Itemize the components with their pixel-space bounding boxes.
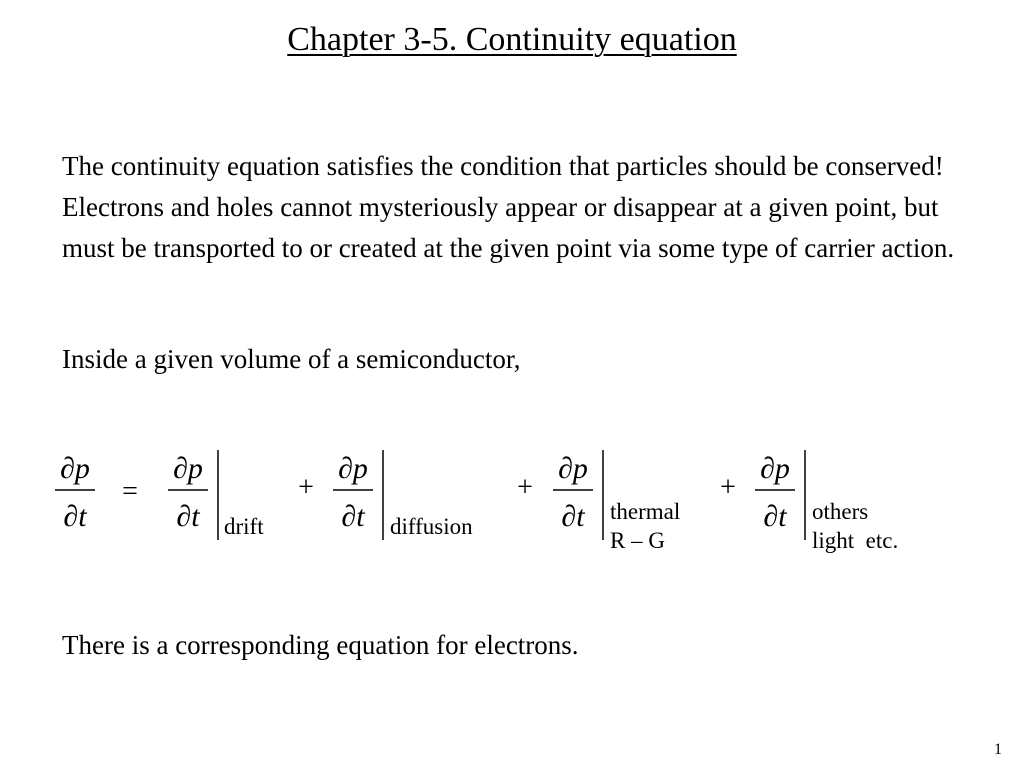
intro-paragraph: The continuity equation satisfies the condition that particles should be conserved! Electrons and holes cannot mysteriously appear or disappear at a given point, but must be transported to or created at the given point via some type of carrier action. (62, 151, 955, 263)
diffusion-term (333, 450, 473, 540)
slide-title: Chapter 3-5. Continuity equation (287, 21, 737, 58)
others-subscript-line-1: others (812, 499, 869, 524)
lhs-fraction (55, 452, 95, 533)
thermal-subscript-line-2: R – G (610, 528, 665, 553)
others-denominator: ∂t (763, 500, 787, 533)
page-number: 1 (994, 741, 1002, 758)
lhs-numerator: ∂p (60, 452, 90, 485)
others-subscript-line-2: light etc. (812, 528, 899, 553)
drift-term (168, 450, 264, 540)
thermal-rg-term (553, 450, 680, 553)
volume-statement: Inside a given volume of a semiconductor, (62, 344, 521, 374)
plus-sign-2: + (517, 472, 533, 503)
plus-sign-1: + (298, 472, 314, 503)
thermal-subscript-line-1: thermal (610, 499, 681, 524)
equals-sign: = (122, 476, 138, 507)
others-term (755, 450, 898, 553)
continuity-equation (0, 430, 1024, 600)
diffusion-subscript: diffusion (390, 514, 473, 539)
lhs-denominator: ∂t (63, 500, 87, 533)
electron-note: There is a corresponding equation for electrons. (62, 630, 579, 660)
thermal-numerator: ∂p (558, 452, 588, 485)
plus-sign-3: + (720, 472, 736, 503)
others-numerator: ∂p (760, 452, 790, 485)
diffusion-denominator: ∂t (341, 500, 365, 533)
drift-numerator: ∂p (173, 452, 203, 485)
thermal-denominator: ∂t (561, 500, 585, 533)
drift-subscript: drift (224, 514, 264, 539)
diffusion-numerator: ∂p (338, 452, 368, 485)
drift-denominator: ∂t (176, 500, 200, 533)
